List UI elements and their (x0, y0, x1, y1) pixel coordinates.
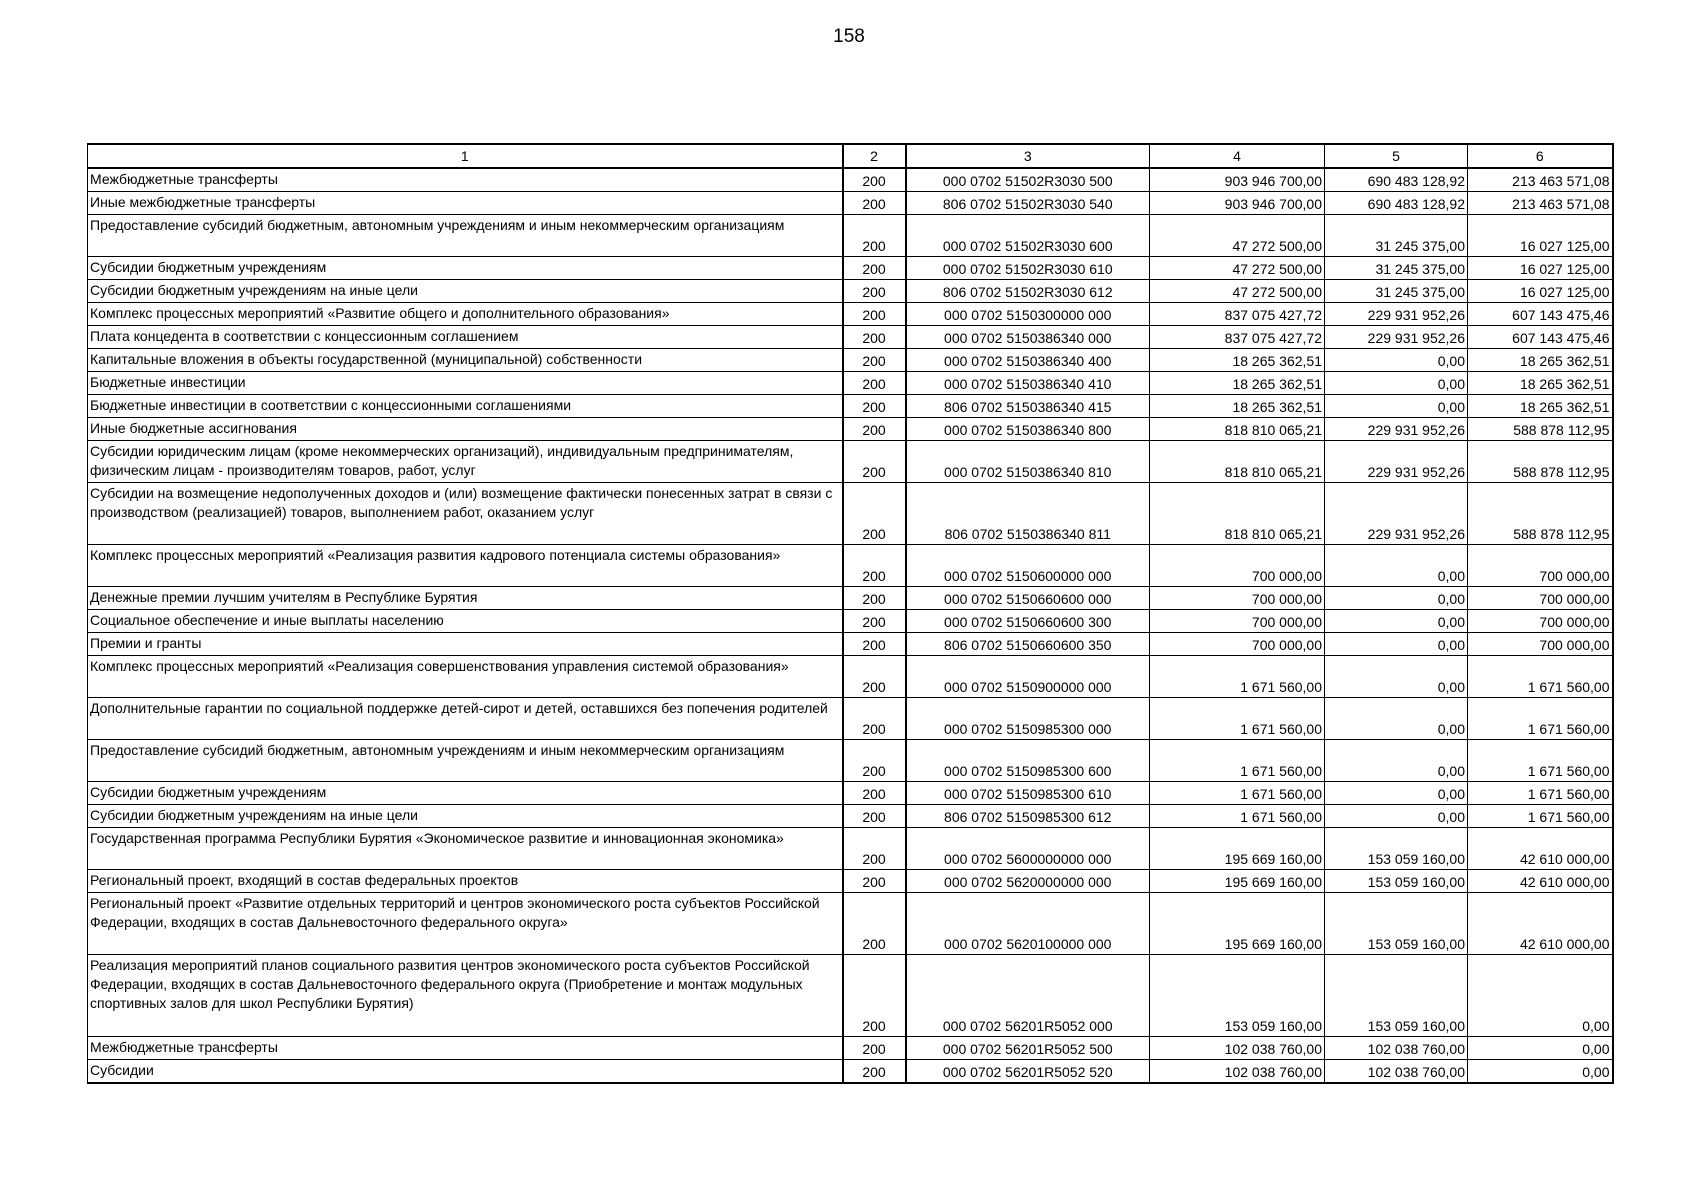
row-name-cell: Иные бюджетные ассигнования (88, 418, 843, 441)
row-name-cell: Комплекс процессных мероприятий «Реализация развития кадрового потенциала системы образования» (88, 545, 843, 587)
row-col2-cell: 200 (843, 633, 906, 656)
row-code-cell: 000 0702 5150386340 800 (906, 418, 1150, 441)
row-col2-cell: 200 (843, 828, 906, 870)
header-cell-5: 5 (1325, 144, 1468, 168)
row-col5-value: 0,00 (1325, 610, 1468, 633)
row-col6-value: 18 265 362,51 (1468, 395, 1613, 418)
row-col6-value: 213 463 571,08 (1468, 168, 1613, 192)
row-col2-cell: 200 (843, 418, 906, 441)
row-name-cell: Социальное обеспечение и иные выплаты населению (88, 610, 843, 633)
row-col6-value: 700 000,00 (1468, 610, 1613, 633)
row-col4-value: 1 671 560,00 (1150, 698, 1325, 740)
table-row (88, 349, 1613, 372)
row-col5-value: 0,00 (1325, 633, 1468, 656)
row-col6-value: 588 878 112,95 (1468, 441, 1613, 483)
row-name-cell: Межбюджетные трансферты (88, 1037, 843, 1060)
row-col5-value: 153 059 160,00 (1325, 828, 1468, 870)
row-col4-value: 18 265 362,51 (1150, 372, 1325, 395)
row-code-cell: 000 0702 5150386340 810 (906, 441, 1150, 483)
header-cell-1: 1 (88, 144, 843, 168)
row-col5-value: 31 245 375,00 (1325, 257, 1468, 280)
row-name-cell: Субсидии бюджетным учреждениям на иные цели (88, 280, 843, 303)
row-col5-value: 0,00 (1325, 656, 1468, 698)
row-col4-value: 47 272 500,00 (1150, 280, 1325, 303)
row-col4-value: 903 946 700,00 (1150, 192, 1325, 215)
row-col2-cell: 200 (843, 545, 906, 587)
row-col4-value: 18 265 362,51 (1150, 349, 1325, 372)
row-name-cell: Капитальные вложения в объекты государственной (муниципальной) собственности (88, 349, 843, 372)
row-code-cell: 000 0702 5150985300 000 (906, 698, 1150, 740)
table-row (88, 280, 1613, 303)
row-col2-cell: 200 (843, 782, 906, 805)
row-name-cell: Субсидии (88, 1060, 843, 1084)
table-row (88, 1037, 1613, 1060)
row-col6-value: 42 610 000,00 (1468, 870, 1613, 893)
row-col6-value: 16 027 125,00 (1468, 280, 1613, 303)
row-col6-value: 1 671 560,00 (1468, 698, 1613, 740)
table-row (88, 303, 1613, 326)
row-code-cell: 000 0702 5150386340 400 (906, 349, 1150, 372)
row-name-cell: Премии и гранты (88, 633, 843, 656)
table-row (88, 215, 1613, 257)
row-code-cell: 000 0702 5150386340 000 (906, 326, 1150, 349)
header-cell-4: 4 (1150, 144, 1325, 168)
row-col4-value: 818 810 065,21 (1150, 418, 1325, 441)
row-col4-value: 1 671 560,00 (1150, 782, 1325, 805)
row-col4-value: 102 038 760,00 (1150, 1060, 1325, 1084)
row-col2-cell: 200 (843, 740, 906, 782)
row-col4-value: 700 000,00 (1150, 545, 1325, 587)
row-name-cell: Субсидии бюджетным учреждениям на иные цели (88, 805, 843, 828)
row-name-cell: Дополнительные гарантии по социальной поддержке детей-сирот и детей, оставшихся без попечения родителей (88, 698, 843, 740)
row-code-cell: 000 0702 5150300000 000 (906, 303, 1150, 326)
table-row (88, 545, 1613, 587)
row-col4-value: 700 000,00 (1150, 610, 1325, 633)
row-col4-value: 195 669 160,00 (1150, 828, 1325, 870)
row-col2-cell: 200 (843, 1037, 906, 1060)
table-row (88, 483, 1613, 545)
row-code-cell: 000 0702 5150600000 000 (906, 545, 1150, 587)
row-col4-value: 818 810 065,21 (1150, 441, 1325, 483)
table-row (88, 740, 1613, 782)
row-col5-value: 0,00 (1325, 545, 1468, 587)
row-col5-value: 0,00 (1325, 805, 1468, 828)
row-col6-value: 42 610 000,00 (1468, 828, 1613, 870)
row-col2-cell: 200 (843, 610, 906, 633)
row-col2-cell: 200 (843, 215, 906, 257)
row-col5-value: 0,00 (1325, 698, 1468, 740)
row-code-cell: 000 0702 51502R3030 600 (906, 215, 1150, 257)
row-col4-value: 18 265 362,51 (1150, 395, 1325, 418)
row-col4-value: 700 000,00 (1150, 587, 1325, 610)
row-col2-cell: 200 (843, 893, 906, 955)
row-col2-cell: 200 (843, 349, 906, 372)
row-code-cell: 000 0702 56201R5052 000 (906, 955, 1150, 1037)
table-row (88, 656, 1613, 698)
row-col2-cell: 200 (843, 698, 906, 740)
row-col2-cell: 200 (843, 870, 906, 893)
header-cell-2: 2 (843, 144, 906, 168)
row-col2-cell: 200 (843, 280, 906, 303)
row-col4-value: 195 669 160,00 (1150, 893, 1325, 955)
row-col6-value: 1 671 560,00 (1468, 805, 1613, 828)
table-row (88, 372, 1613, 395)
row-name-cell: Бюджетные инвестиции в соответствии с концессионными соглашениями (88, 395, 843, 418)
row-col6-value: 700 000,00 (1468, 633, 1613, 656)
row-col4-value: 818 810 065,21 (1150, 483, 1325, 545)
row-code-cell: 000 0702 56201R5052 500 (906, 1037, 1150, 1060)
row-name-cell: Реализация мероприятий планов социального развития центров экономического роста субъектов Российской Федерации, входящих в состав Дальневосточного федерального округа (Приобретение и монтаж модульных спортивных залов для школ Республики Бурятия) (88, 955, 843, 1037)
row-name-cell: Комплекс процессных мероприятий «Реализация совершенствования управления системой образования» (88, 656, 843, 698)
row-code-cell: 000 0702 5150985300 600 (906, 740, 1150, 782)
table-row (88, 418, 1613, 441)
row-col2-cell: 200 (843, 441, 906, 483)
table-header-row (88, 144, 1613, 168)
row-col6-value: 0,00 (1468, 1037, 1613, 1060)
row-col4-value: 837 075 427,72 (1150, 303, 1325, 326)
row-col2-cell: 200 (843, 257, 906, 280)
row-col5-value: 690 483 128,92 (1325, 192, 1468, 215)
row-col5-value: 690 483 128,92 (1325, 168, 1468, 192)
row-col4-value: 1 671 560,00 (1150, 656, 1325, 698)
row-col2-cell: 200 (843, 955, 906, 1037)
row-col5-value: 102 038 760,00 (1325, 1060, 1468, 1084)
row-code-cell: 000 0702 5150900000 000 (906, 656, 1150, 698)
row-col6-value: 16 027 125,00 (1468, 215, 1613, 257)
row-code-cell: 000 0702 5600000000 000 (906, 828, 1150, 870)
row-col6-value: 607 143 475,46 (1468, 326, 1613, 349)
row-col6-value: 0,00 (1468, 955, 1613, 1037)
table-row (88, 955, 1613, 1037)
table-row (88, 698, 1613, 740)
row-name-cell: Плата концедента в соответствии с концессионным соглашением (88, 326, 843, 349)
row-col5-value: 153 059 160,00 (1325, 870, 1468, 893)
row-name-cell: Иные межбюджетные трансферты (88, 192, 843, 215)
row-col4-value: 700 000,00 (1150, 633, 1325, 656)
row-col6-value: 213 463 571,08 (1468, 192, 1613, 215)
row-col6-value: 1 671 560,00 (1468, 782, 1613, 805)
row-code-cell: 806 0702 5150386340 415 (906, 395, 1150, 418)
table-row (88, 587, 1613, 610)
row-col2-cell: 200 (843, 326, 906, 349)
row-name-cell: Межбюджетные трансферты (88, 168, 843, 192)
table-row (88, 633, 1613, 656)
table-row (88, 782, 1613, 805)
row-col6-value: 0,00 (1468, 1060, 1613, 1084)
row-col5-value: 0,00 (1325, 395, 1468, 418)
row-col5-value: 31 245 375,00 (1325, 280, 1468, 303)
row-col6-value: 42 610 000,00 (1468, 893, 1613, 955)
row-code-cell: 806 0702 5150386340 811 (906, 483, 1150, 545)
table-row (88, 441, 1613, 483)
row-col5-value: 0,00 (1325, 782, 1468, 805)
row-code-cell: 806 0702 51502R3030 612 (906, 280, 1150, 303)
row-col2-cell: 200 (843, 805, 906, 828)
row-col4-value: 1 671 560,00 (1150, 740, 1325, 782)
row-col6-value: 607 143 475,46 (1468, 303, 1613, 326)
row-col6-value: 16 027 125,00 (1468, 257, 1613, 280)
table-row (88, 257, 1613, 280)
row-name-cell: Региональный проект, входящий в состав федеральных проектов (88, 870, 843, 893)
table-row (88, 326, 1613, 349)
row-name-cell: Субсидии на возмещение недополученных доходов и (или) возмещение фактически понесенных затрат в связи с производством (реализацией) товаров, выполнением работ, оказанием услуг (88, 483, 843, 545)
row-name-cell: Бюджетные инвестиции (88, 372, 843, 395)
row-code-cell: 000 0702 5150386340 410 (906, 372, 1150, 395)
row-code-cell: 000 0702 5620000000 000 (906, 870, 1150, 893)
row-col5-value: 31 245 375,00 (1325, 215, 1468, 257)
row-col5-value: 153 059 160,00 (1325, 893, 1468, 955)
row-col2-cell: 200 (843, 372, 906, 395)
row-name-cell: Предоставление субсидий бюджетным, автономным учреждениям и иным некоммерческим организациям (88, 215, 843, 257)
row-col2-cell: 200 (843, 1060, 906, 1084)
row-code-cell: 000 0702 56201R5052 520 (906, 1060, 1150, 1084)
header-cell-6: 6 (1468, 144, 1613, 168)
budget-table (87, 143, 1614, 1084)
row-name-cell: Региональный проект «Развитие отдельных территорий и центров экономического роста субъектов Российской Федерации, входящих в состав Дальневосточного федерального округа» (88, 893, 843, 955)
table-row (88, 192, 1613, 215)
row-col6-value: 588 878 112,95 (1468, 418, 1613, 441)
table-row (88, 805, 1613, 828)
row-col6-value: 700 000,00 (1468, 545, 1613, 587)
row-col4-value: 837 075 427,72 (1150, 326, 1325, 349)
page-number: 158 (833, 26, 865, 47)
row-code-cell: 806 0702 51502R3030 540 (906, 192, 1150, 215)
row-col6-value: 18 265 362,51 (1468, 372, 1613, 395)
row-code-cell: 000 0702 5150660600 300 (906, 610, 1150, 633)
row-code-cell: 000 0702 5620100000 000 (906, 893, 1150, 955)
row-col4-value: 1 671 560,00 (1150, 805, 1325, 828)
table-row (88, 1060, 1613, 1084)
row-name-cell: Предоставление субсидий бюджетным, автономным учреждениям и иным некоммерческим организациям (88, 740, 843, 782)
row-col2-cell: 200 (843, 483, 906, 545)
header-cell-3: 3 (906, 144, 1150, 168)
row-col4-value: 153 059 160,00 (1150, 955, 1325, 1037)
row-col2-cell: 200 (843, 587, 906, 610)
row-name-cell: Денежные премии лучшим учителям в Республике Бурятия (88, 587, 843, 610)
row-col6-value: 588 878 112,95 (1468, 483, 1613, 545)
row-col5-value: 0,00 (1325, 740, 1468, 782)
row-col5-value: 0,00 (1325, 372, 1468, 395)
row-col4-value: 47 272 500,00 (1150, 215, 1325, 257)
row-col2-cell: 200 (843, 168, 906, 192)
row-code-cell: 000 0702 5150985300 610 (906, 782, 1150, 805)
table-row (88, 168, 1613, 192)
row-col5-value: 229 931 952,26 (1325, 441, 1468, 483)
row-col2-cell: 200 (843, 656, 906, 698)
row-code-cell: 806 0702 5150660600 350 (906, 633, 1150, 656)
row-name-cell: Субсидии бюджетным учреждениям (88, 782, 843, 805)
row-col5-value: 102 038 760,00 (1325, 1037, 1468, 1060)
row-col6-value: 700 000,00 (1468, 587, 1613, 610)
row-code-cell: 000 0702 51502R3030 610 (906, 257, 1150, 280)
table-row (88, 828, 1613, 870)
row-col5-value: 229 931 952,26 (1325, 303, 1468, 326)
row-code-cell: 000 0702 51502R3030 500 (906, 168, 1150, 192)
row-col4-value: 903 946 700,00 (1150, 168, 1325, 192)
budget-table-body (88, 144, 1613, 1083)
row-col4-value: 102 038 760,00 (1150, 1037, 1325, 1060)
row-col6-value: 18 265 362,51 (1468, 349, 1613, 372)
table-row (88, 893, 1613, 955)
row-col5-value: 0,00 (1325, 349, 1468, 372)
row-code-cell: 806 0702 5150985300 612 (906, 805, 1150, 828)
row-col6-value: 1 671 560,00 (1468, 740, 1613, 782)
row-col5-value: 229 931 952,26 (1325, 418, 1468, 441)
row-col2-cell: 200 (843, 192, 906, 215)
row-col2-cell: 200 (843, 395, 906, 418)
row-col2-cell: 200 (843, 303, 906, 326)
row-col5-value: 0,00 (1325, 587, 1468, 610)
table-row (88, 395, 1613, 418)
table-row (88, 870, 1613, 893)
table-row (88, 610, 1613, 633)
row-name-cell: Комплекс процессных мероприятий «Развитие общего и дополнительного образования» (88, 303, 843, 326)
row-col5-value: 229 931 952,26 (1325, 483, 1468, 545)
row-name-cell: Государственная программа Республики Бурятия «Экономическое развитие и инновационная экономика» (88, 828, 843, 870)
row-col5-value: 153 059 160,00 (1325, 955, 1468, 1037)
row-name-cell: Субсидии бюджетным учреждениям (88, 257, 843, 280)
row-col5-value: 229 931 952,26 (1325, 326, 1468, 349)
row-col4-value: 47 272 500,00 (1150, 257, 1325, 280)
row-name-cell: Субсидии юридическим лицам (кроме некоммерческих организаций), индивидуальным предпринимателям, физическим лицам - производителям товаров, работ, услуг (88, 441, 843, 483)
row-col6-value: 1 671 560,00 (1468, 656, 1613, 698)
row-col4-value: 195 669 160,00 (1150, 870, 1325, 893)
row-code-cell: 000 0702 5150660600 000 (906, 587, 1150, 610)
